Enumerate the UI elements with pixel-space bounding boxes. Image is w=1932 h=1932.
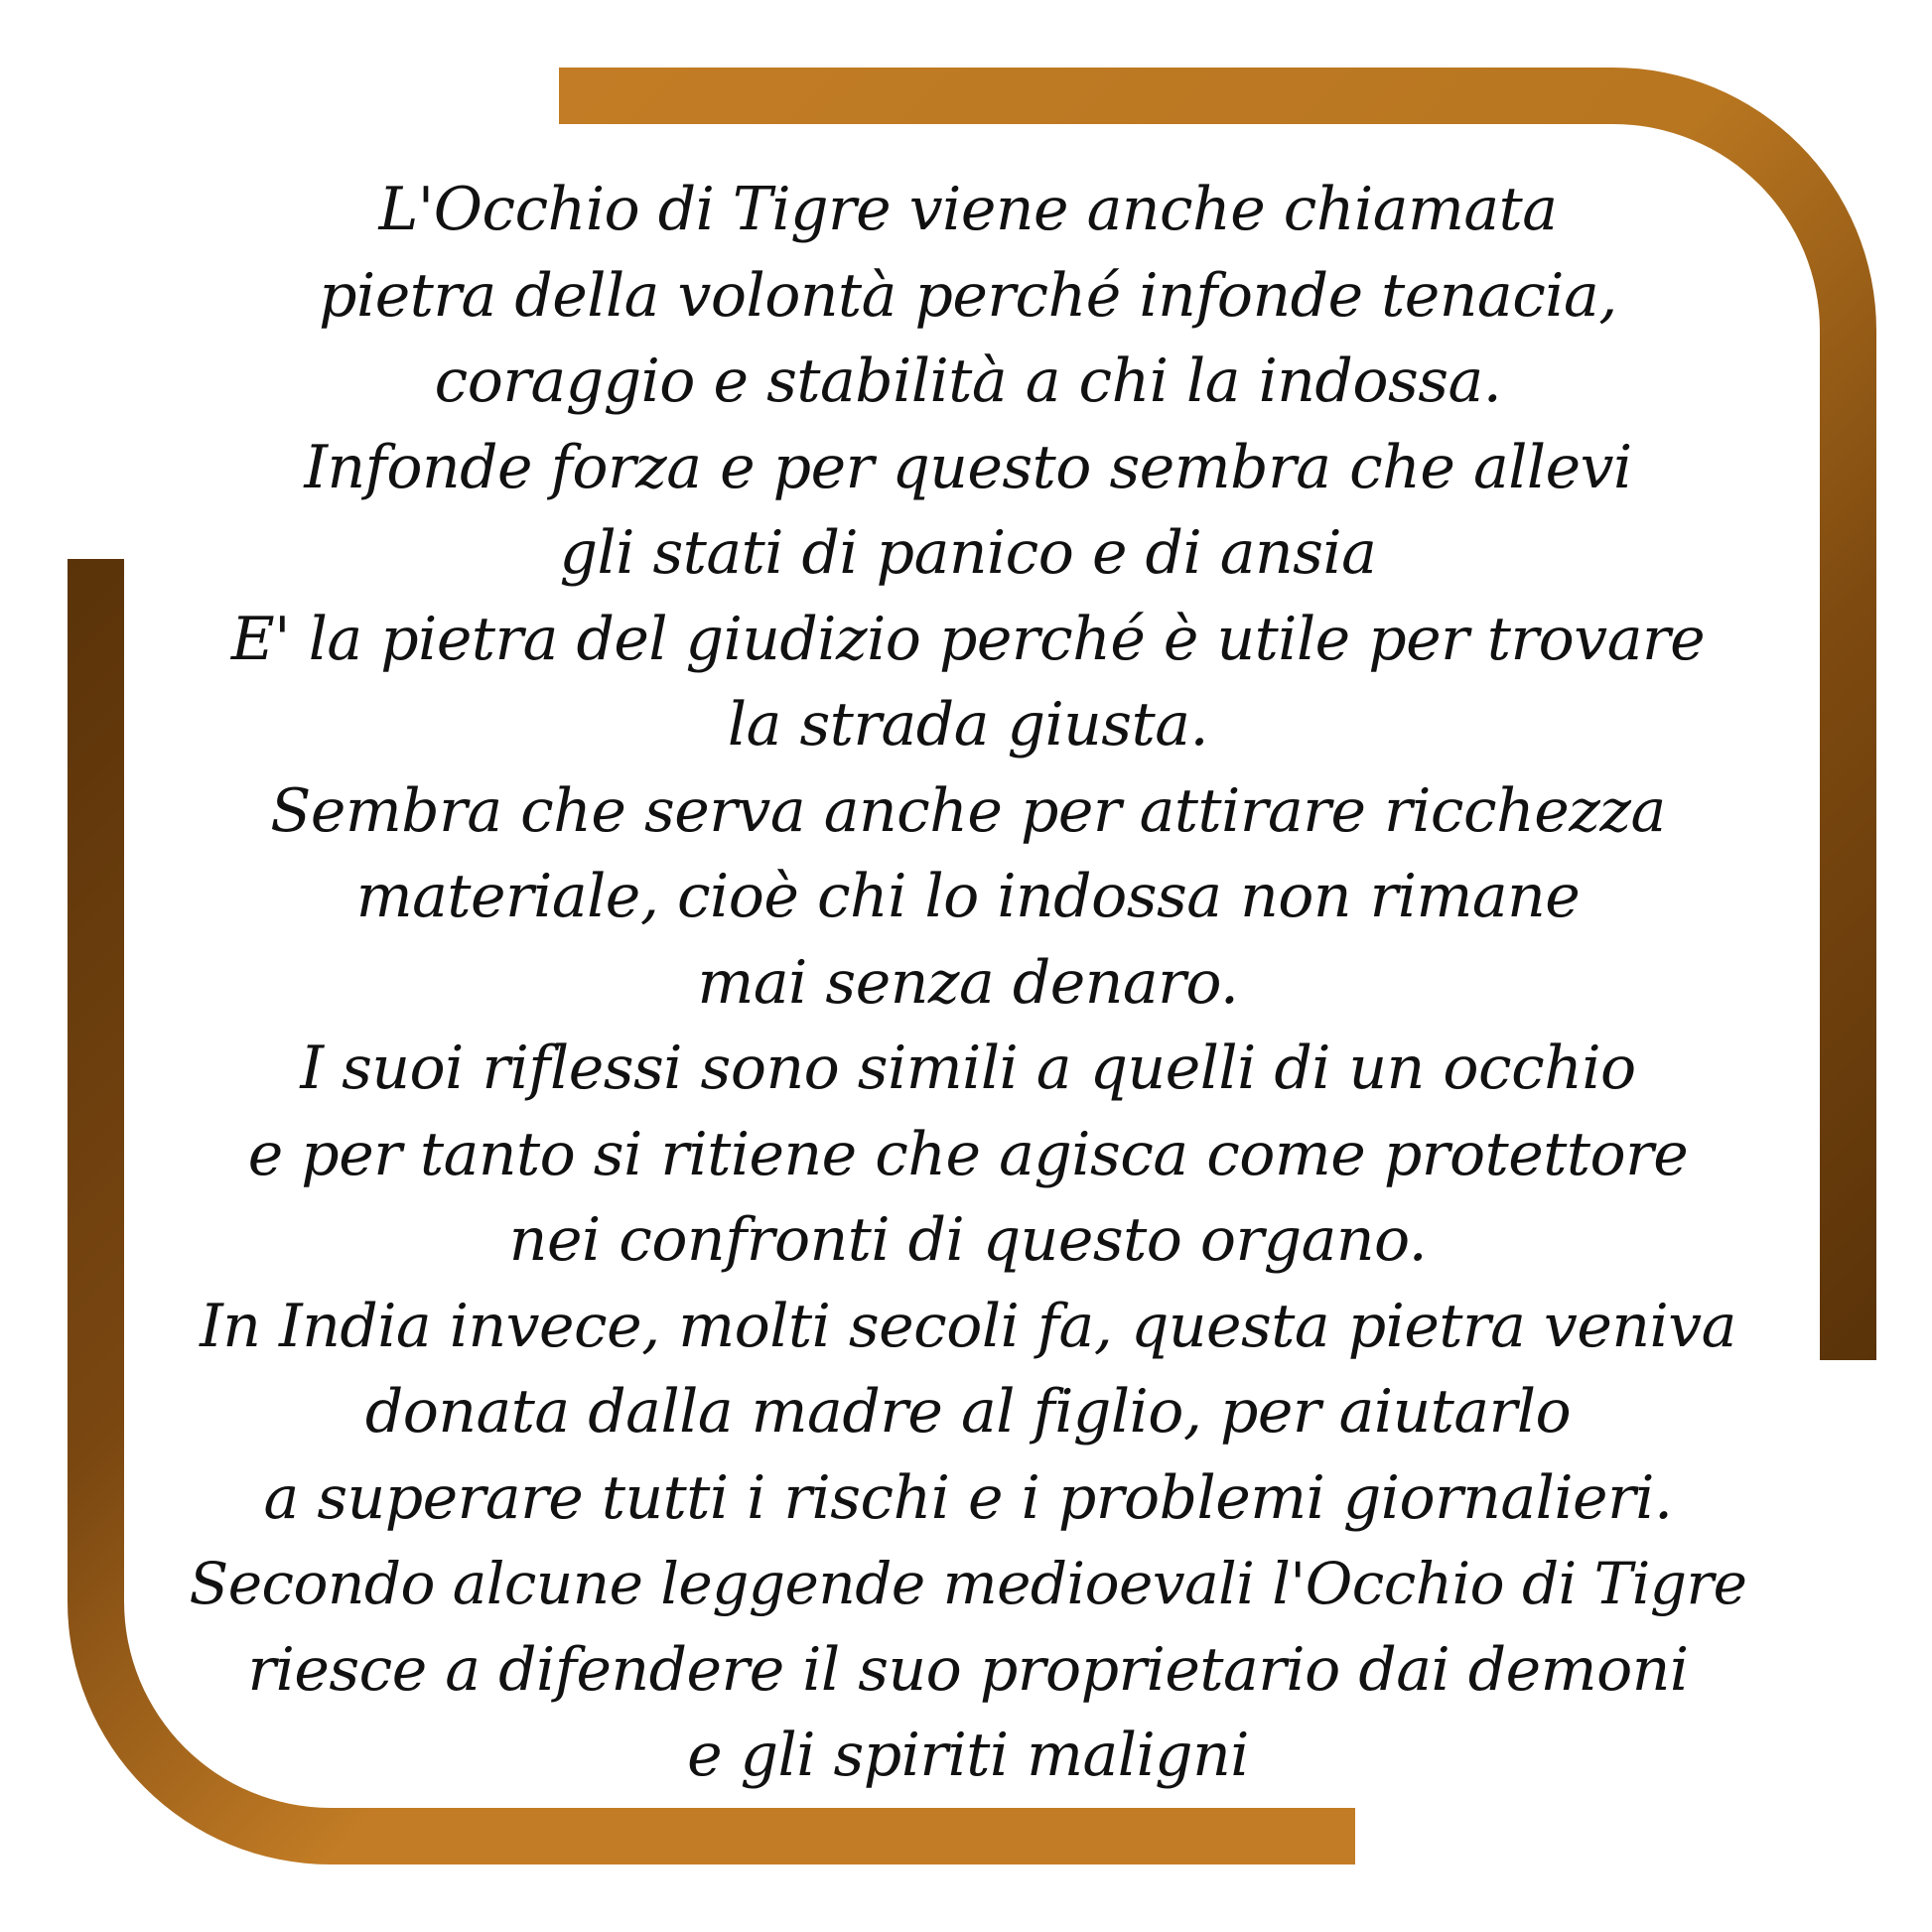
text-line: In India invece, molti secoli fa, questa pietra veniva: [200, 1291, 1736, 1361]
text-line: e per tanto si ritiene che agisca come protettore: [247, 1119, 1689, 1189]
text-line: mai senza denaro.: [697, 947, 1239, 1018]
text-line: gli stati di panico e di ansia: [559, 518, 1377, 588]
text-line: pietra della volontà perché infonde tenacia,: [319, 260, 1617, 331]
text-line: donata dalla madre al figlio, per aiutarlo: [364, 1377, 1572, 1447]
text-line: riesce a difendere il suo proprietario dai demoni: [247, 1634, 1689, 1705]
text-line: nei confronti di questo organo.: [508, 1205, 1428, 1275]
body-text: [179, 167, 1757, 1799]
text-line: L'Occhio di Tigre viene anche chiamata: [378, 175, 1558, 244]
text-line: la strada giusta.: [727, 690, 1209, 759]
text-line: coraggio e stabilità a chi la indossa.: [434, 346, 1502, 416]
text-line: I suoi riflessi sono simili a quelli di un occhio: [300, 1034, 1636, 1103]
text-line: materiale, cioè chi lo indossa non rimane: [355, 862, 1581, 931]
text-line: Secondo alcune leggende medioevali l'Occhio di Tigre: [189, 1550, 1747, 1617]
text-line: e gli spiriti maligni: [687, 1721, 1249, 1790]
text-line: a superare tutti i rischi e i problemi giornalieri.: [263, 1462, 1673, 1533]
text-line: Sembra che serva anche per attirare ricchezza: [270, 775, 1666, 846]
text-line: E' la pietra del giudizio perché è utile per trovare: [230, 604, 1706, 674]
text-line: Infonde forza e per questo sembra che allevi: [304, 432, 1632, 502]
